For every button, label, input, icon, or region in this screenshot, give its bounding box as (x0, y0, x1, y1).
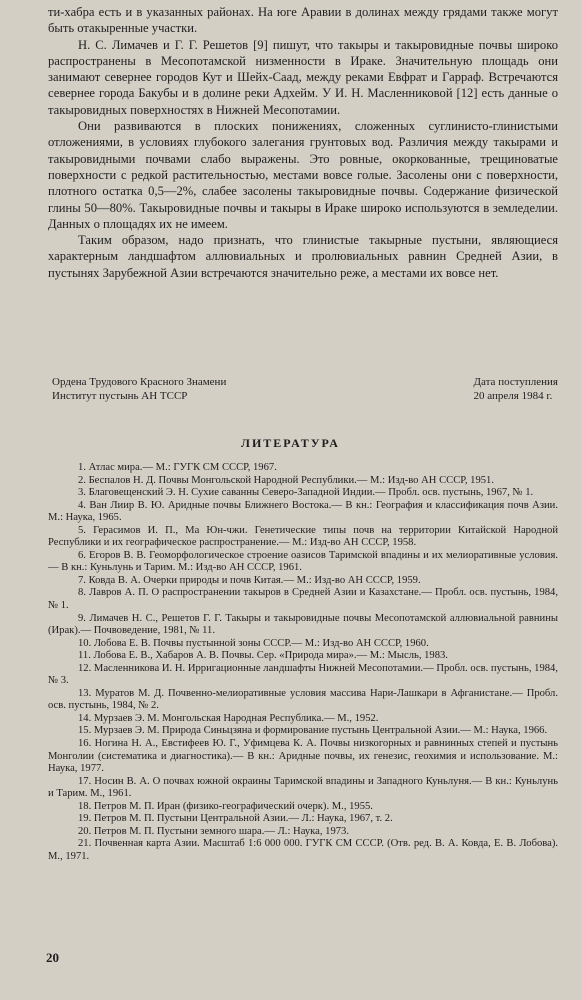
paragraph-4: Таким образом, надо признать, что глинистые такырные пустыни, являющиеся характерным ландшафтом аллювиальных и пролювиальных равнин Средней Азии, в пустынях Зарубежной Азии встречаются значительно реже, а местами их вовсе нет. (48, 233, 558, 280)
reference-item: 21. Почвенная карта Азии. Масштаб 1:6 000 000. ГУГК СМ СССР. (Отв. ред. В. А. Ковда, Е. В. Лобова). М., 1971. (48, 838, 558, 862)
main-text (48, 4, 558, 281)
reference-item: 4. Ван Лиир В. Ю. Аридные почвы Ближнего Востока.— В кн.: География и классификация почв Азии. М.: Наука, 1965. (48, 499, 558, 524)
reference-item: 19. Петров М. П. Пустыни Центральной Азии.— Л.: Наука, 1967, т. 2. (78, 813, 393, 825)
organization-line-1: Ордена Трудового Красного Знамени (52, 376, 227, 388)
reference-item: 6. Егоров В. В. Геоморфологическое строение оазисов Таримской впадины и их мелиоративные условия.— В кн.: Куньлунь и Тарим. М.: Изд-во АН СССР, 1961. (48, 549, 558, 574)
reference-list (48, 462, 558, 864)
reference-item: 15. Мурзаев Э. М. Природа Синьцзяна и формирование пустынь Центральной Азии.— М.: Наука, 1966. (78, 725, 548, 737)
reference-item: 9. Лимачев Н. С., Решетов Г. Г. Такыры и такыровидные почвы Месопотамской аллювиальной равнины (Ирак).— Почвоведение, 1981, № 11. (48, 612, 558, 637)
received-date (474, 375, 558, 403)
paragraph-1: ти-хабра есть и в указанных районах. На юге Аравии в долинах между грядами также могут быть отакыренные участки. (48, 5, 558, 36)
literature-heading: ЛИТЕРАТУРА (241, 436, 340, 450)
reference-item: 16. Ногина Н. А., Евстифеев Ю. Г., Уфимцева К. А. Почвы низкогорных и равнинных степей и пустынь Монголии (систематика и диагностика).— В кн.: Аридные почвы, их генезис, геохимия и использование. М.: Наука, 1977. (48, 738, 558, 775)
reference-item: 14. Мурзаев Э. М. Монгольская Народная Республика.— М., 1952. (78, 712, 379, 724)
reference-item: 1. Атлас мира.— М.: ГУГК СМ СССР, 1967. (78, 462, 277, 473)
received-date-value: 20 апреля 1984 г. (473, 390, 553, 402)
reference-item: 2. Беспалов Н. Д. Почвы Монгольской Народной Республики.— М.: Изд-во АН СССР, 1951. (78, 474, 494, 486)
reference-item: 7. Ковда В. А. Очерки природы и почв Китая.— М.: Изд-во АН СССР, 1959. (78, 574, 421, 586)
reference-item: 20. Петров М. П. Пустыни земного шара.— Л.: Наука, 1973. (78, 825, 349, 837)
reference-item: 12. Масленникова И. Н. Ирригационные ландшафты Нижней Месопотамии.— Пробл. осв. пустынь, 1984, № 3. (48, 662, 558, 687)
reference-item: 18. Петров М. П. Иран (физико-географический очерк). М., 1955. (78, 800, 373, 812)
page-number: 20 (46, 950, 59, 965)
reference-item: 13. Муратов М. Д. Почвенно-мелиоративные условия массива Нари-Лашкари в Афганистане.— Пробл. осв. пустынь, 1984, № 2. (48, 687, 558, 712)
reference-item: 17. Носин В. А. О почвах южной окраины Таримской впадины и Западного Куньлуня.— В кн.: Куньлунь и Тарим. М., 1961. (48, 775, 558, 800)
reference-item: 11. Лобова Е. В., Хабаров А. В. Почвы. Сер. «Природа мира».— М.: Мысль, 1983. (78, 650, 448, 662)
organization (52, 375, 226, 403)
reference-item: 10. Лобова Е. В. Почвы пустынной зоны СССР.— М.: Изд-во АН СССР, 1960. (78, 637, 429, 649)
reference-item: 5. Герасимов И. П., Ма Юн-чжи. Генетические типы почв на территории Китайской Народной Республики и их географическое распространение.— М.: Изд-во АН СССР, 1958. (48, 524, 558, 549)
received-date-label: Дата поступления (473, 376, 558, 388)
paragraph-3: Они развиваются в плоских понижениях, сложенных суглинисто-глинистыми отложениями, в условиях глубокого залегания грунтовых вод. Различия между такырами и такыровидными почвами слабо выражены. Это ровные, окоркованные, трещиноватые поверхности с редкой растительностью, местами вовсе голые. Засолены они с поверхности, плотного остатка 0,5—2%, слабее засолены такыровидные почвы. Содержание физической глины 50—80%. Такыровидные почвы и такыры в Ираке широко используются в земледелии. Данных о площадях их не имеем. (48, 119, 558, 231)
paragraph-2: Н. С. Лимачев и Г. Г. Решетов [9] пишут, что такыры и такыровидные почвы широко распространены в Месопотамской низменности в Ираке. Значительную площадь они занимают севернее городов Кут и Шейх-Саад, между реками Евфрат и Гарраф. Встречаются севернее города Бакубы и в долине реки Адхейм. У И. Н. Масленниковой [12] есть данные о такыровидных поверхностях в Нижней Месопотамии. (48, 37, 558, 117)
reference-item: 8. Лавров А. П. О распространении такыров в Средней Азии и Казахстане.— Пробл. осв. пустынь, 1984, № 1. (48, 587, 558, 612)
organization-line-2: Институт пустынь АН ТССР (52, 390, 188, 402)
reference-item: 3. Благовещенский Э. Н. Сухие саванны Северо-Западной Индии.— Пробл. осв. пустынь, 1967, № 1. (78, 487, 534, 499)
